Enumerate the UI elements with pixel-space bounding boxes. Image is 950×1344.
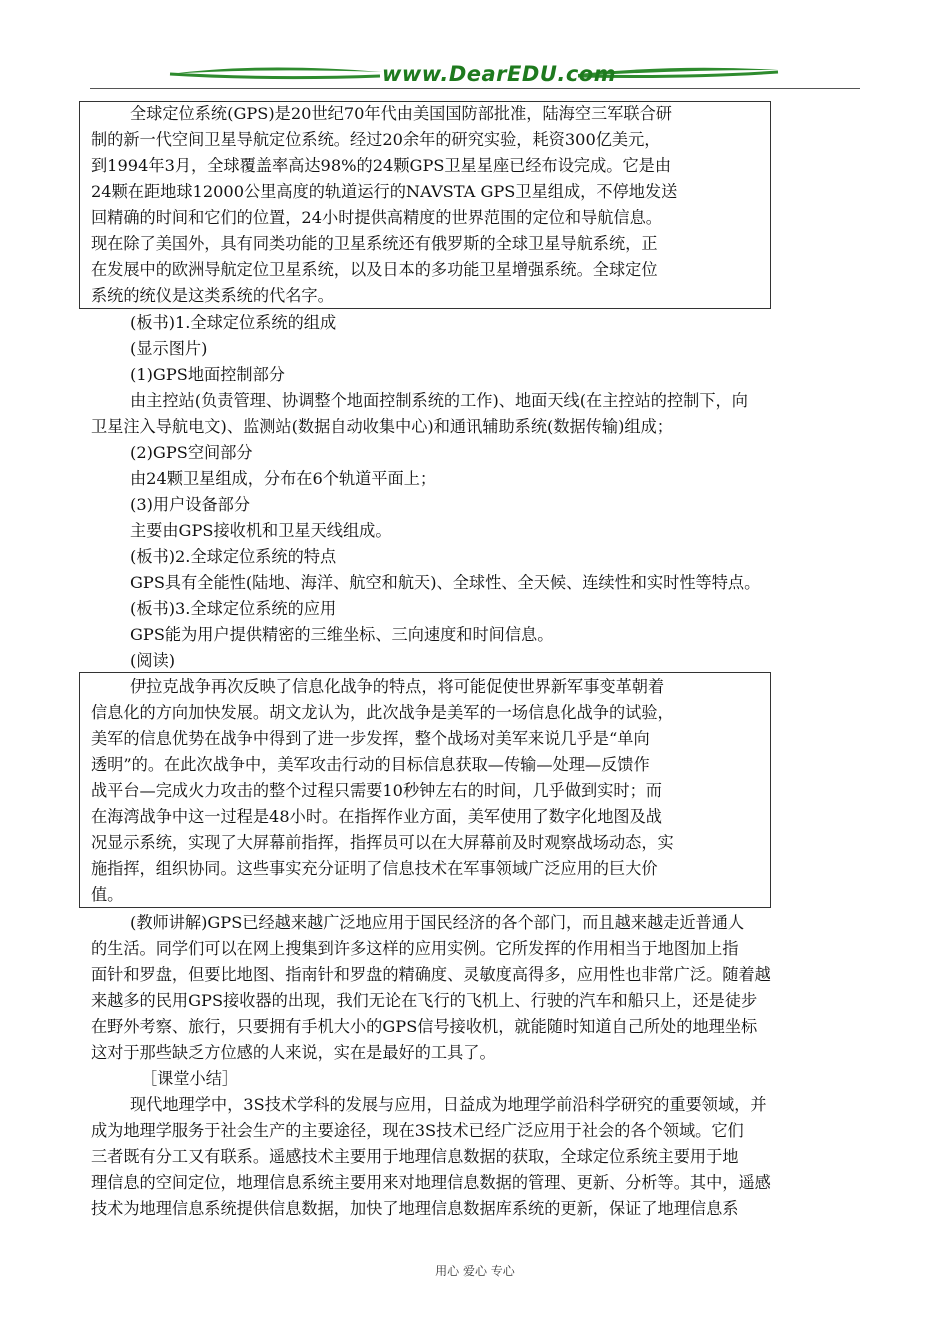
box1-line: 制的新一代空间卫星导航定位系统。经过20余年的研究实验，耗资300亿美元， (91, 130, 661, 149)
page-footer: 用心 爱心 专心 (435, 1264, 515, 1278)
box2-line: 透明”的。在此次战争中，美军攻击行动的目标信息获取—传输—处理—反馈作 (91, 755, 650, 774)
header-rule (90, 88, 860, 89)
section-heading: (板书)2.全球定位系统的特点 (130, 547, 337, 566)
section-heading: (板书)3.全球定位系统的应用 (130, 599, 337, 618)
box2-line: 施指挥，组织协同。这些事实充分证明了信息技术在军事领域广泛应用的巨大价 (91, 859, 658, 878)
paragraph-line: 由24颗卫星组成，分布在6个轨道平面上； (130, 469, 437, 488)
box2-line: 值。 (91, 885, 124, 904)
paragraph-line: 理信息的空间定位，地理信息系统主要用来对地理信息数据的管理、更新、分析等。其中，遥感 (91, 1173, 771, 1192)
paragraph-line: 成为地理学服务于社会生产的主要途径，现在3S技术已经广泛应用于社会的各个领域。它们 (91, 1121, 744, 1140)
box2-line: 战平台—完成火力攻击的整个过程只需要10秒钟左右的时间，几乎做到实时；而 (91, 781, 662, 800)
paragraph-line: GPS能为用户提供精密的三维坐标、三向速度和时间信息。 (130, 625, 554, 644)
paragraph-line: 技术为地理信息系统提供信息数据，加快了地理信息数据库系统的更新，保证了地理信息系 (91, 1199, 739, 1218)
box1-line: 系统的统仪是这类系统的代名字。 (91, 286, 334, 305)
paragraph-line: 卫星注入导航电文)、监测站(数据自动收集中心)和通讯辅助系统(数据传输)组成； (91, 417, 673, 436)
section-heading: (板书)1.全球定位系统的组成 (130, 313, 337, 332)
box1-line: 24颗在距地球12000公里高度的轨道运行的NAVSTA GPS卫星组成，不停地发送 (91, 182, 678, 201)
box2-line: 在海湾战争中这一过程是48小时。在指挥作业方面，美军使用了数字化地图及战 (91, 807, 662, 826)
box1-line: 全球定位系统(GPS)是20世纪70年代由美国国防部批准，陆海空三军联合研 (130, 104, 672, 123)
paragraph-line: (3)用户设备部分 (130, 495, 251, 514)
paragraph-line: GPS具有全能性(陆地、海洋、航空和航天)、全球性、全天候、连续性和实时性等特点。 (130, 573, 761, 592)
box2-line: 况显示系统，实现了大屏幕前指挥，指挥员可以在大屏幕前及时观察战场动态，实 (91, 833, 674, 852)
site-logo: www.DearEDU.com (382, 62, 617, 86)
paragraph-line: 在野外考察、旅行，只要拥有手机大小的GPS信号接收机，就能随时知道自己所处的地理坐标 (91, 1017, 758, 1036)
paragraph-line: 的生活。同学们可以在网上搜集到许多这样的应用实例。它所发挥的作用相当于地图加上指 (91, 939, 739, 958)
paragraph-line: 来越多的民用GPS接收器的出现，我们无论在飞行的飞机上、行驶的汽车和船只上，还是徒步 (91, 991, 758, 1010)
paragraph-line: 三者既有分工又有联系。遥感技术主要用于地理信息数据的获取，全球定位系统主要用于地 (91, 1147, 739, 1166)
box2-line: 信息化的方向加快发展。胡文龙认为，此次战争是美军的一场信息化战争的试验， (91, 703, 674, 722)
box1-line: 回精确的时间和它们的位置，24小时提供高精度的世界范围的定位和导航信息。 (91, 208, 662, 227)
paragraph-line: (2)GPS空间部分 (130, 443, 253, 462)
paragraph-line: 现代地理学中，3S技术学科的发展与应用，日益成为地理学前沿科学研究的重要领域，并 (130, 1095, 767, 1114)
section-heading: ［课堂小结］ (141, 1069, 239, 1088)
box1-line: 在发展中的欧洲导航定位卫星系统，以及日本的多功能卫星增强系统。全球定位 (91, 260, 658, 279)
paragraph-line: 主要由GPS接收机和卫星天线组成。 (130, 521, 392, 540)
box2-line: 美军的信息优势在战争中得到了进一步发挥，整个战场对美军来说几乎是“单向 (91, 729, 650, 748)
paragraph-line: (教师讲解)GPS已经越来越广泛地应用于国民经济的各个部门，而且越来越走近普通人 (130, 913, 745, 932)
box2-line: 伊拉克战争再次反映了信息化战争的特点，将可能促使世界新军事变革朝着 (130, 677, 665, 696)
paragraph-line: 面针和罗盘，但要比地图、指南针和罗盘的精确度、灵敏度高得多，应用性也非常广泛。随着越 (91, 965, 771, 984)
paragraph-line: (阅读) (130, 651, 176, 670)
box1-line: 到1994年3月，全球覆盖率高达98%的24颗GPS卫星星座已经布设完成。它是由 (91, 156, 672, 175)
page-header (90, 58, 860, 94)
paragraph-line: 这对于那些缺乏方位感的人来说，实在是最好的工具了。 (91, 1043, 496, 1062)
paragraph-line: (显示图片) (130, 339, 208, 358)
paragraph-line: (1)GPS地面控制部分 (130, 365, 285, 384)
paragraph-line: 由主控站(负责管理、协调整个地面控制系统的工作)、地面天线(在主控站的控制下，向 (130, 391, 748, 410)
box1-line: 现在除了美国外，具有同类功能的卫星系统还有俄罗斯的全球卫星导航系统，正 (91, 234, 658, 253)
